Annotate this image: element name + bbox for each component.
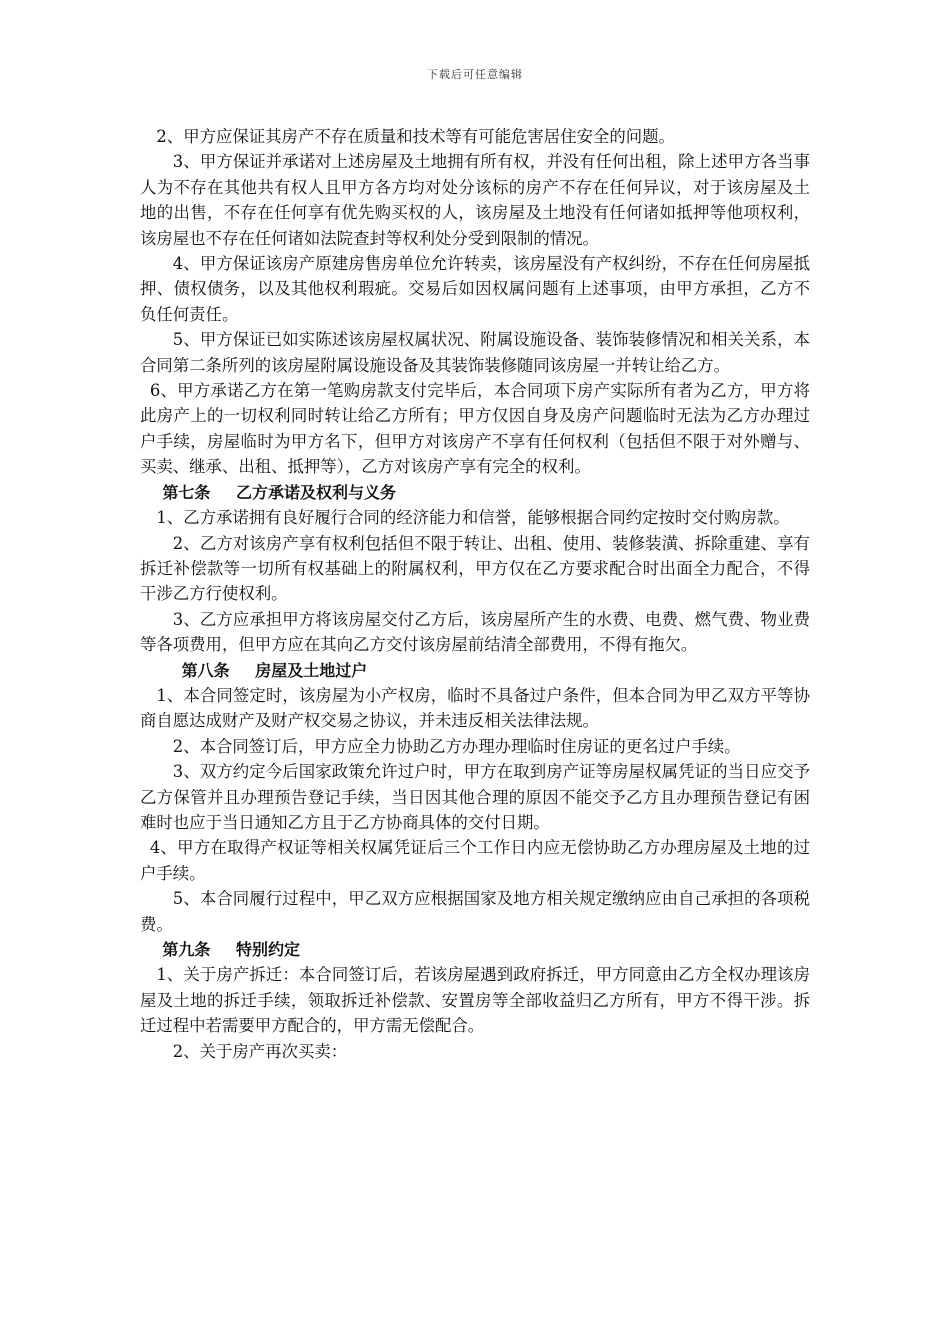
page-header-note: 下载后可任意编辑 <box>427 68 523 81</box>
clause-7-3: 3、乙方应承担甲方将该房屋交付乙方后，该房屋所产生的水费、电费、燃气费、物业费等各项费用，但甲方应在其向乙方交付该房屋前结清全部费用，不得有拖欠。 <box>140 609 810 655</box>
clause-8-2: 2、本合同签订后，甲方应全力协助乙方办理办理临时住房证的更名过户手续。 <box>172 736 741 756</box>
article-8-heading <box>140 658 810 683</box>
clause-6-2: 2、甲方应保证其房产不存在质量和技术等有可能危害居住安全的问题。 <box>156 127 675 146</box>
clause-8-5: 5、本合同履行过程中，甲乙双方应根据国家及地方相关规定缴纳应由自己承担的各项税费。 <box>140 889 810 934</box>
clause-6-6: 6、甲方承诺乙方在第一笔购房款支付完毕后，本合同项下房产实际所有者为乙方，甲方将此房产上的一切权利同时转让给乙方所有；甲方仅因自身及房产问题临时无法为乙方办理过户手续，房屋临时为甲方名下，但甲方对该房产不享有任何权利（包括但不限于对外赠与、买卖、继承、出租、抵押等），乙方对该房产享有完全的权利。 <box>140 381 810 477</box>
clause-7-1: 1、乙方承诺拥有良好履行合同的经济能力和信誉，能够根据合同约定按时交付购房款。 <box>156 508 790 528</box>
clause-6-3: 3、甲方保证并承诺对上述房屋及土地拥有所有权，并没有任何出租，除上述甲方各当事人为不存在其他共有权人且甲方各方均对处分该标的房产不存在任何异议，对于该房屋及土地的出售，不存在任何享有优先购买权的人，该房屋及土地没有任何诸如抵押等他项权利，该房屋也不存在任何诸如法院查封等权利处分受到限制的情况。 <box>140 152 810 248</box>
article-9-number: 第九条 <box>162 940 211 959</box>
clause-7-2: 2、乙方对该房产享有权利包括但不限于转让、出租、使用、装修装潢、拆除重建、享有拆迁补偿款等一切所有权基础上的附属权利，甲方仅在乙方要求配合时出面全力配合，不得干涉乙方行使权利。 <box>140 533 810 604</box>
clause-6-4: 4、甲方保证该房产原建房售房单位允许转卖，该房屋没有产权纠纷，不存在任何房屋抵押、债权债务，以及其他权利瑕疵。交易后如因权属问题有上述事项，由甲方承担，乙方不负任何责任。 <box>140 254 810 324</box>
clause-8-4: 4、甲方在取得产权证等相关权属凭证后三个工作日内应无偿协助乙方办理房屋及土地的过户手续。 <box>140 838 810 883</box>
article-7-heading <box>140 480 810 505</box>
article-9-heading <box>140 937 810 962</box>
article-8-number: 第八条 <box>181 660 230 680</box>
article-8-title: 房屋及土地过户 <box>255 660 368 680</box>
clause-9-2: 2、关于房产再次买卖： <box>172 1041 348 1061</box>
article-9-title: 特别约定 <box>236 940 301 959</box>
clause-8-3: 3、双方约定今后国家政策允许过户时，甲方在取到房产证等房屋权属凭证的当日应交予乙方保管并且办理预告登记手续，当日因其他合理的原因不能交予乙方且办理预告登记有困难时也应于当日通知乙方且于乙方协商具体的交付日期。 <box>140 762 810 832</box>
clause-9-1: 1、关于房产拆迁：本合同签订后，若该房屋遇到政府拆迁，甲方同意由乙方全权办理该房屋及土地的拆迁手续，领取拆迁补偿款、安置房等全部收益归乙方所有，甲方不得干涉。拆迁过程中若需要甲方配合的，甲方需无偿配合。 <box>140 965 810 1036</box>
article-7-number: 第七条 <box>162 482 211 502</box>
document-body <box>140 124 810 1064</box>
clause-8-1: 1、本合同签定时，该房屋为小产权房，临时不具备过户条件，但本合同为甲乙双方平等协商自愿达成财产及财产权交易之协议，并未违反相关法律法规。 <box>140 685 810 731</box>
clause-6-5: 5、甲方保证已如实陈述该房屋权属状况、附属设施设备、装饰装修情况和相关关系，本合同第二条所列的该房屋附属设施设备及其装饰装修随同该房屋一并转让给乙方。 <box>140 330 810 375</box>
article-7-title: 乙方承诺及权利与义务 <box>236 482 397 502</box>
